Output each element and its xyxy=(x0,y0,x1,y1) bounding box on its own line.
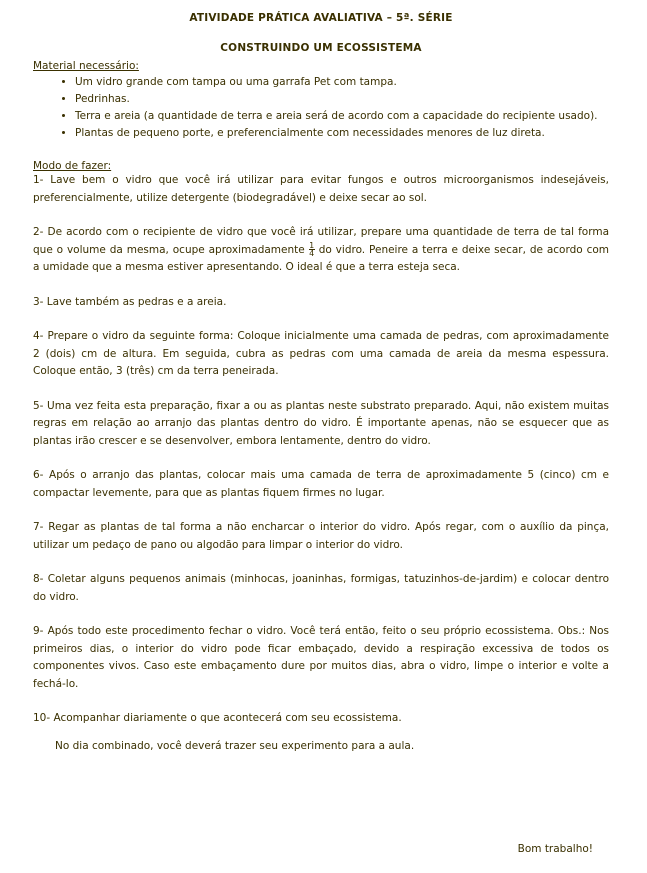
closing-text: Bom trabalho! xyxy=(517,843,593,855)
step-10: 10- Acompanhar diariamente o que acontecerá com seu ecossistema. xyxy=(33,712,402,724)
step-1: 1- Lave bem o vidro que você irá utilizar para evitar fungos e outros microorganismos indesejáveis, preferencialmente, utilize detergente (biodegradável) e deixe secar ao sol. xyxy=(33,174,609,204)
step-8: 8- Coletar alguns pequenos animais (minhocas, joaninhas, formigas, tatuzinhos-de-jardim) e colocar dentro do vidro. xyxy=(33,573,609,603)
step-4: 4- Prepare o vidro da seguinte forma: Coloque inicialmente uma camada de pedras, com aproximadamente 2 (dois) cm de altura. Em seguida, cubra as pedras com uma camada de areia da mesma espessura. Coloque então, 3 (três) cm da terra peneirada. xyxy=(33,330,609,377)
document-subtitle: CONSTRUINDO UM ECOSSISTEMA xyxy=(220,42,422,54)
material-label: Material necessário: xyxy=(33,60,139,72)
step-3: 3- Lave também as pedras e a areia. xyxy=(33,295,227,308)
material-list xyxy=(33,74,609,142)
step-9: 9- Após todo este procedimento fechar o vidro. Você terá então, feito o seu próprio ecossistema. Obs.: Nos primeiros dias, o interior do vidro pode ficar embaçado, devido a respiração excessiva de todos os componentes vivos. Caso este embaçamento dure por muitos dias, abra o vidro, limpe o interior e volte a fechá-lo. xyxy=(33,625,609,690)
step-2 xyxy=(33,224,609,277)
step-6: 6- Após o arranjo das plantas, colocar mais uma camada de terra de aproximadamente 5 (cinco) cm e compactar levemente, para que as plantas fiquem firmes no lugar. xyxy=(33,469,609,499)
document-title: ATIVIDADE PRÁTICA AVALIATIVA – 5ª. SÉRIE xyxy=(189,12,453,24)
step-5: 5- Uma vez feita esta preparação, fixar a ou as plantas neste substrato preparado. Aqui, não existem muitas regras em relação ao arranjo das plantas dentro do vidro. É importante apenas, não se esquecer que as plantas irão crescer e se desenvolver, embora lentamente, dentro do vidro. xyxy=(33,399,609,447)
material-item: • Plantas de pequeno porte, e preferencialmente com necessidades menores de luz direta. xyxy=(75,125,609,142)
material-item: • Um vidro grande com tampa ou uma garrafa Pet com tampa. xyxy=(75,74,609,91)
final-note: No dia combinado, você deverá trazer seu experimento para a aula. xyxy=(55,739,415,752)
method-label: Modo de fazer: xyxy=(33,160,112,172)
step-2-text-after: do vidro. Peneire a terra e deixe secar, de acordo com a umidade que a mesma estiver apresentando. O ideal é que a terra esteja seca. xyxy=(33,243,609,273)
fraction-numerator: 1 xyxy=(309,241,315,250)
step-2-text-before: 2- De acordo com o recipiente de vidro que você irá utilizar, prepare uma quantidade de terra de tal forma que o volume da mesma, ocupe aproximadamente xyxy=(33,226,609,256)
step-7: 7- Regar as plantas de tal forma a não encharcar o interior do vidro. Após regar, com o auxílio da pinça, utilizar um pedaço de pano ou algodão para limpar o interior do vidro. xyxy=(33,521,609,551)
material-item: • Pedrinhas. xyxy=(75,91,609,108)
fraction-denominator: 4 xyxy=(309,249,315,258)
material-item: • Terra e areia (a quantidade de terra e areia será de acordo com a capacidade do recipiente usado). xyxy=(75,108,609,125)
fraction-one-quarter xyxy=(309,242,315,257)
